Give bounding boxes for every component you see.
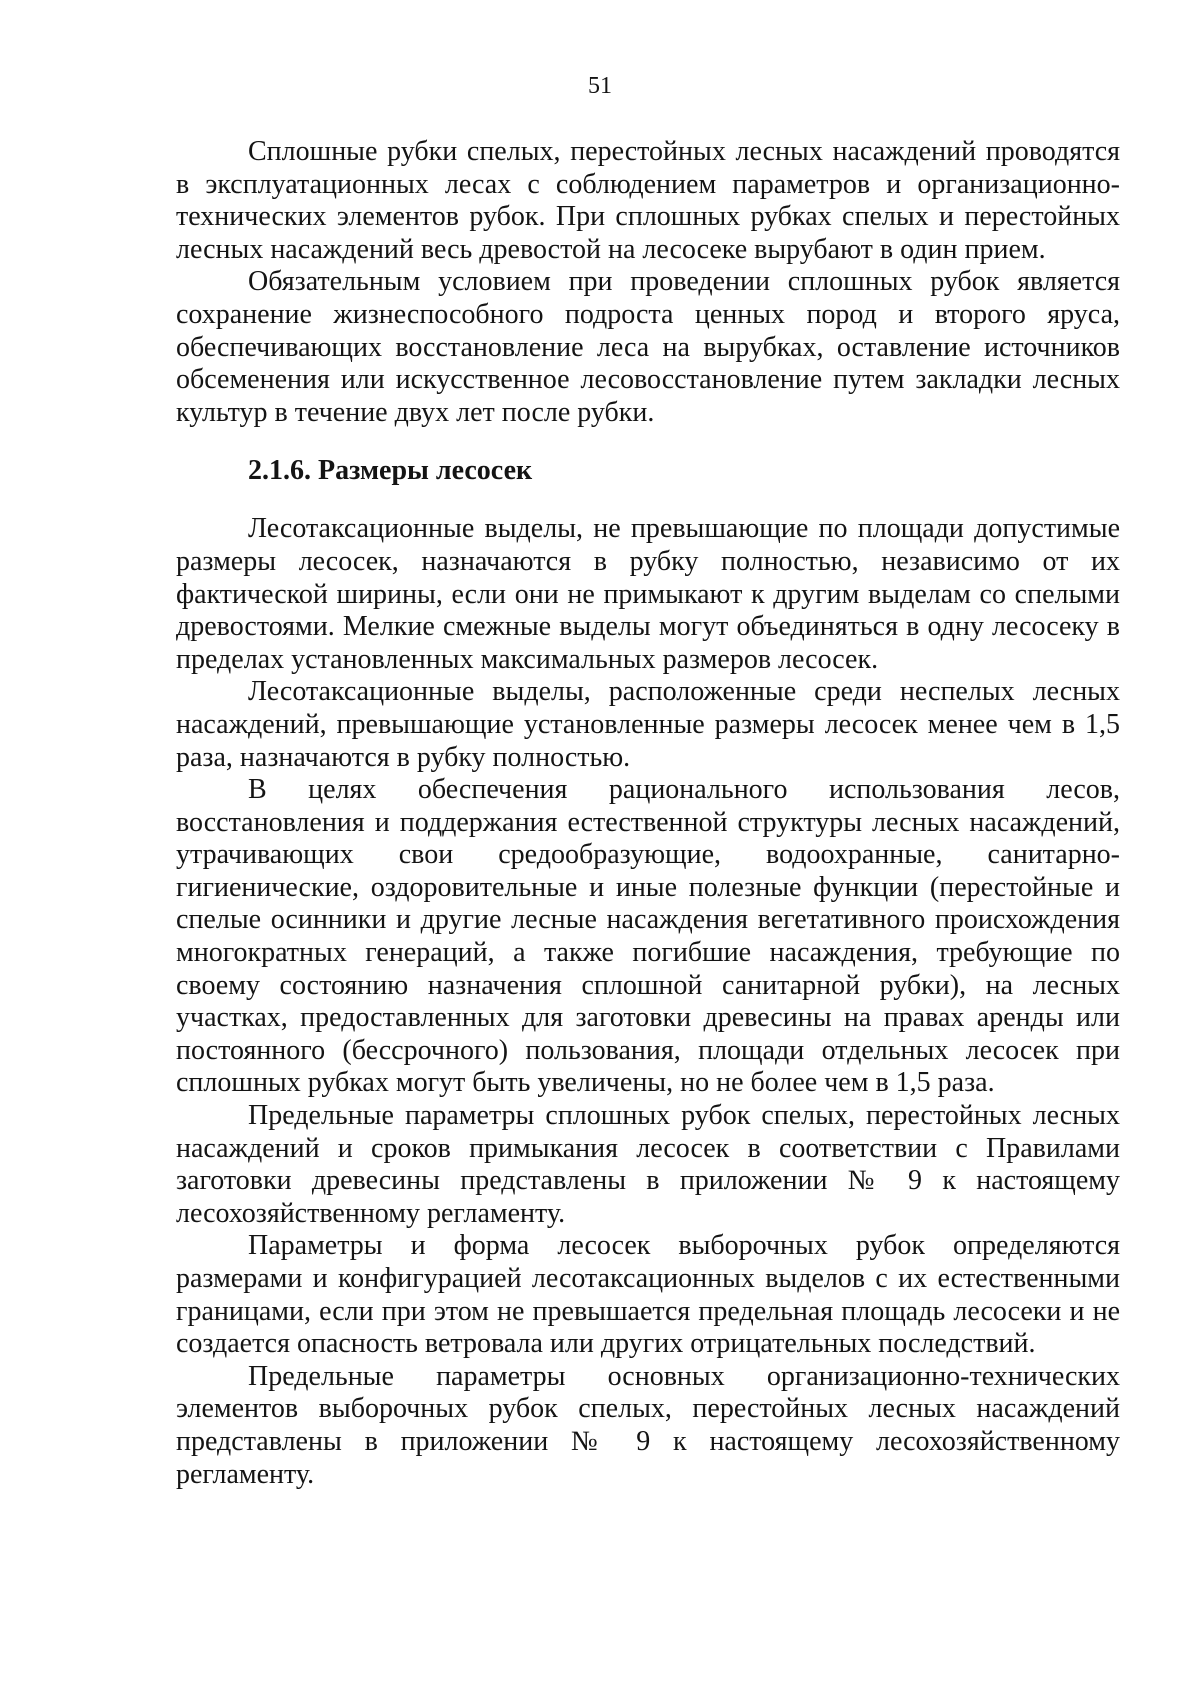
- paragraph-limit-parameters-selective: Предельные параметры основных организационно-технических элементов выборочных рубок спелых, перестойных лесных насаждений представлены в приложении № 9 к настоящему лесохозяйственному регламенту.: [176, 1360, 1120, 1490]
- paragraph-selective-form: Параметры и форма лесосек выборочных рубок определяются размерами и конфигурацией лесотаксационных выделов с их естественными границами, если при этом не превышается предельная площадь лесосеки и не создается опасность ветровала или других отрицательных последствий.: [176, 1230, 1120, 1360]
- paragraph-allotments-full-cut: Лесотаксационные выделы, не превышающие по площади допустимые размеры лесосек, назначаются в рубку полностью, независимо от их фактической ширины, если они не примыкают к другим выделам со спелыми древостоями. Мелкие смежные выделы могут объединяться в одну лесосеку в пределах установленных максимальных размеров лесосек.: [176, 513, 1120, 675]
- paragraph-mandatory-condition: Обязательным условием при проведении сплошных рубок является сохранение жизнеспособного подроста ценных пород и второго яруса, обеспечивающих восстановление леса на вырубках, оставление источников обсеменения или искусственное лесовосстановление путем закладки лесных культур в течение двух лет после рубки.: [176, 266, 1120, 428]
- page-content: [176, 136, 1120, 1491]
- paragraph-clear-cutting: Сплошные рубки спелых, перестойных лесных насаждений проводятся в эксплуатационных лесах с соблюдением параметров и организационно-технических элементов рубок. При сплошных рубках спелых и перестойных лесных насаждений весь древостой на лесосеке вырубают в один прием.: [176, 136, 1120, 265]
- paragraph-limit-parameters-clear: Предельные параметры сплошных рубок спелых, перестойных лесных насаждений и сроков примыкания лесосек в соответствии с Правилами заготовки древесины представлены в приложении № 9 к настоящему лесохозяйственному регламенту.: [176, 1100, 1120, 1229]
- page-number: 51: [588, 73, 612, 99]
- section-heading: 2.1.6. Размеры лесосек: [248, 455, 533, 487]
- paragraph-allotments-immature: Лесотаксационные выделы, расположенные среди неспелых лесных насаждений, превышающие установленные размеры лесосек менее чем в 1,5 раза, назначаются в рубку полностью.: [176, 676, 1120, 773]
- paragraph-rational-use: В целях обеспечения рационального использования лесов, восстановления и поддержания естественной структуры лесных насаждений, утрачивающих свои средообразующие, водоохранные, санитарно-гигиенические, оздоровительные и иные полезные функции (перестойные и спелые осинники и другие лесные насаждения вегетативного происхождения многократных генераций, а также погибшие насаждения, требующие по своему состоянию назначения сплошной санитарной рубки), на лесных участках, предоставленных для заготовки древесины на правах аренды или постоянного (бессрочного) пользования, площади отдельных лесосек при сплошных рубках могут быть увеличены, но не более чем в 1,5 раза.: [176, 774, 1120, 1099]
